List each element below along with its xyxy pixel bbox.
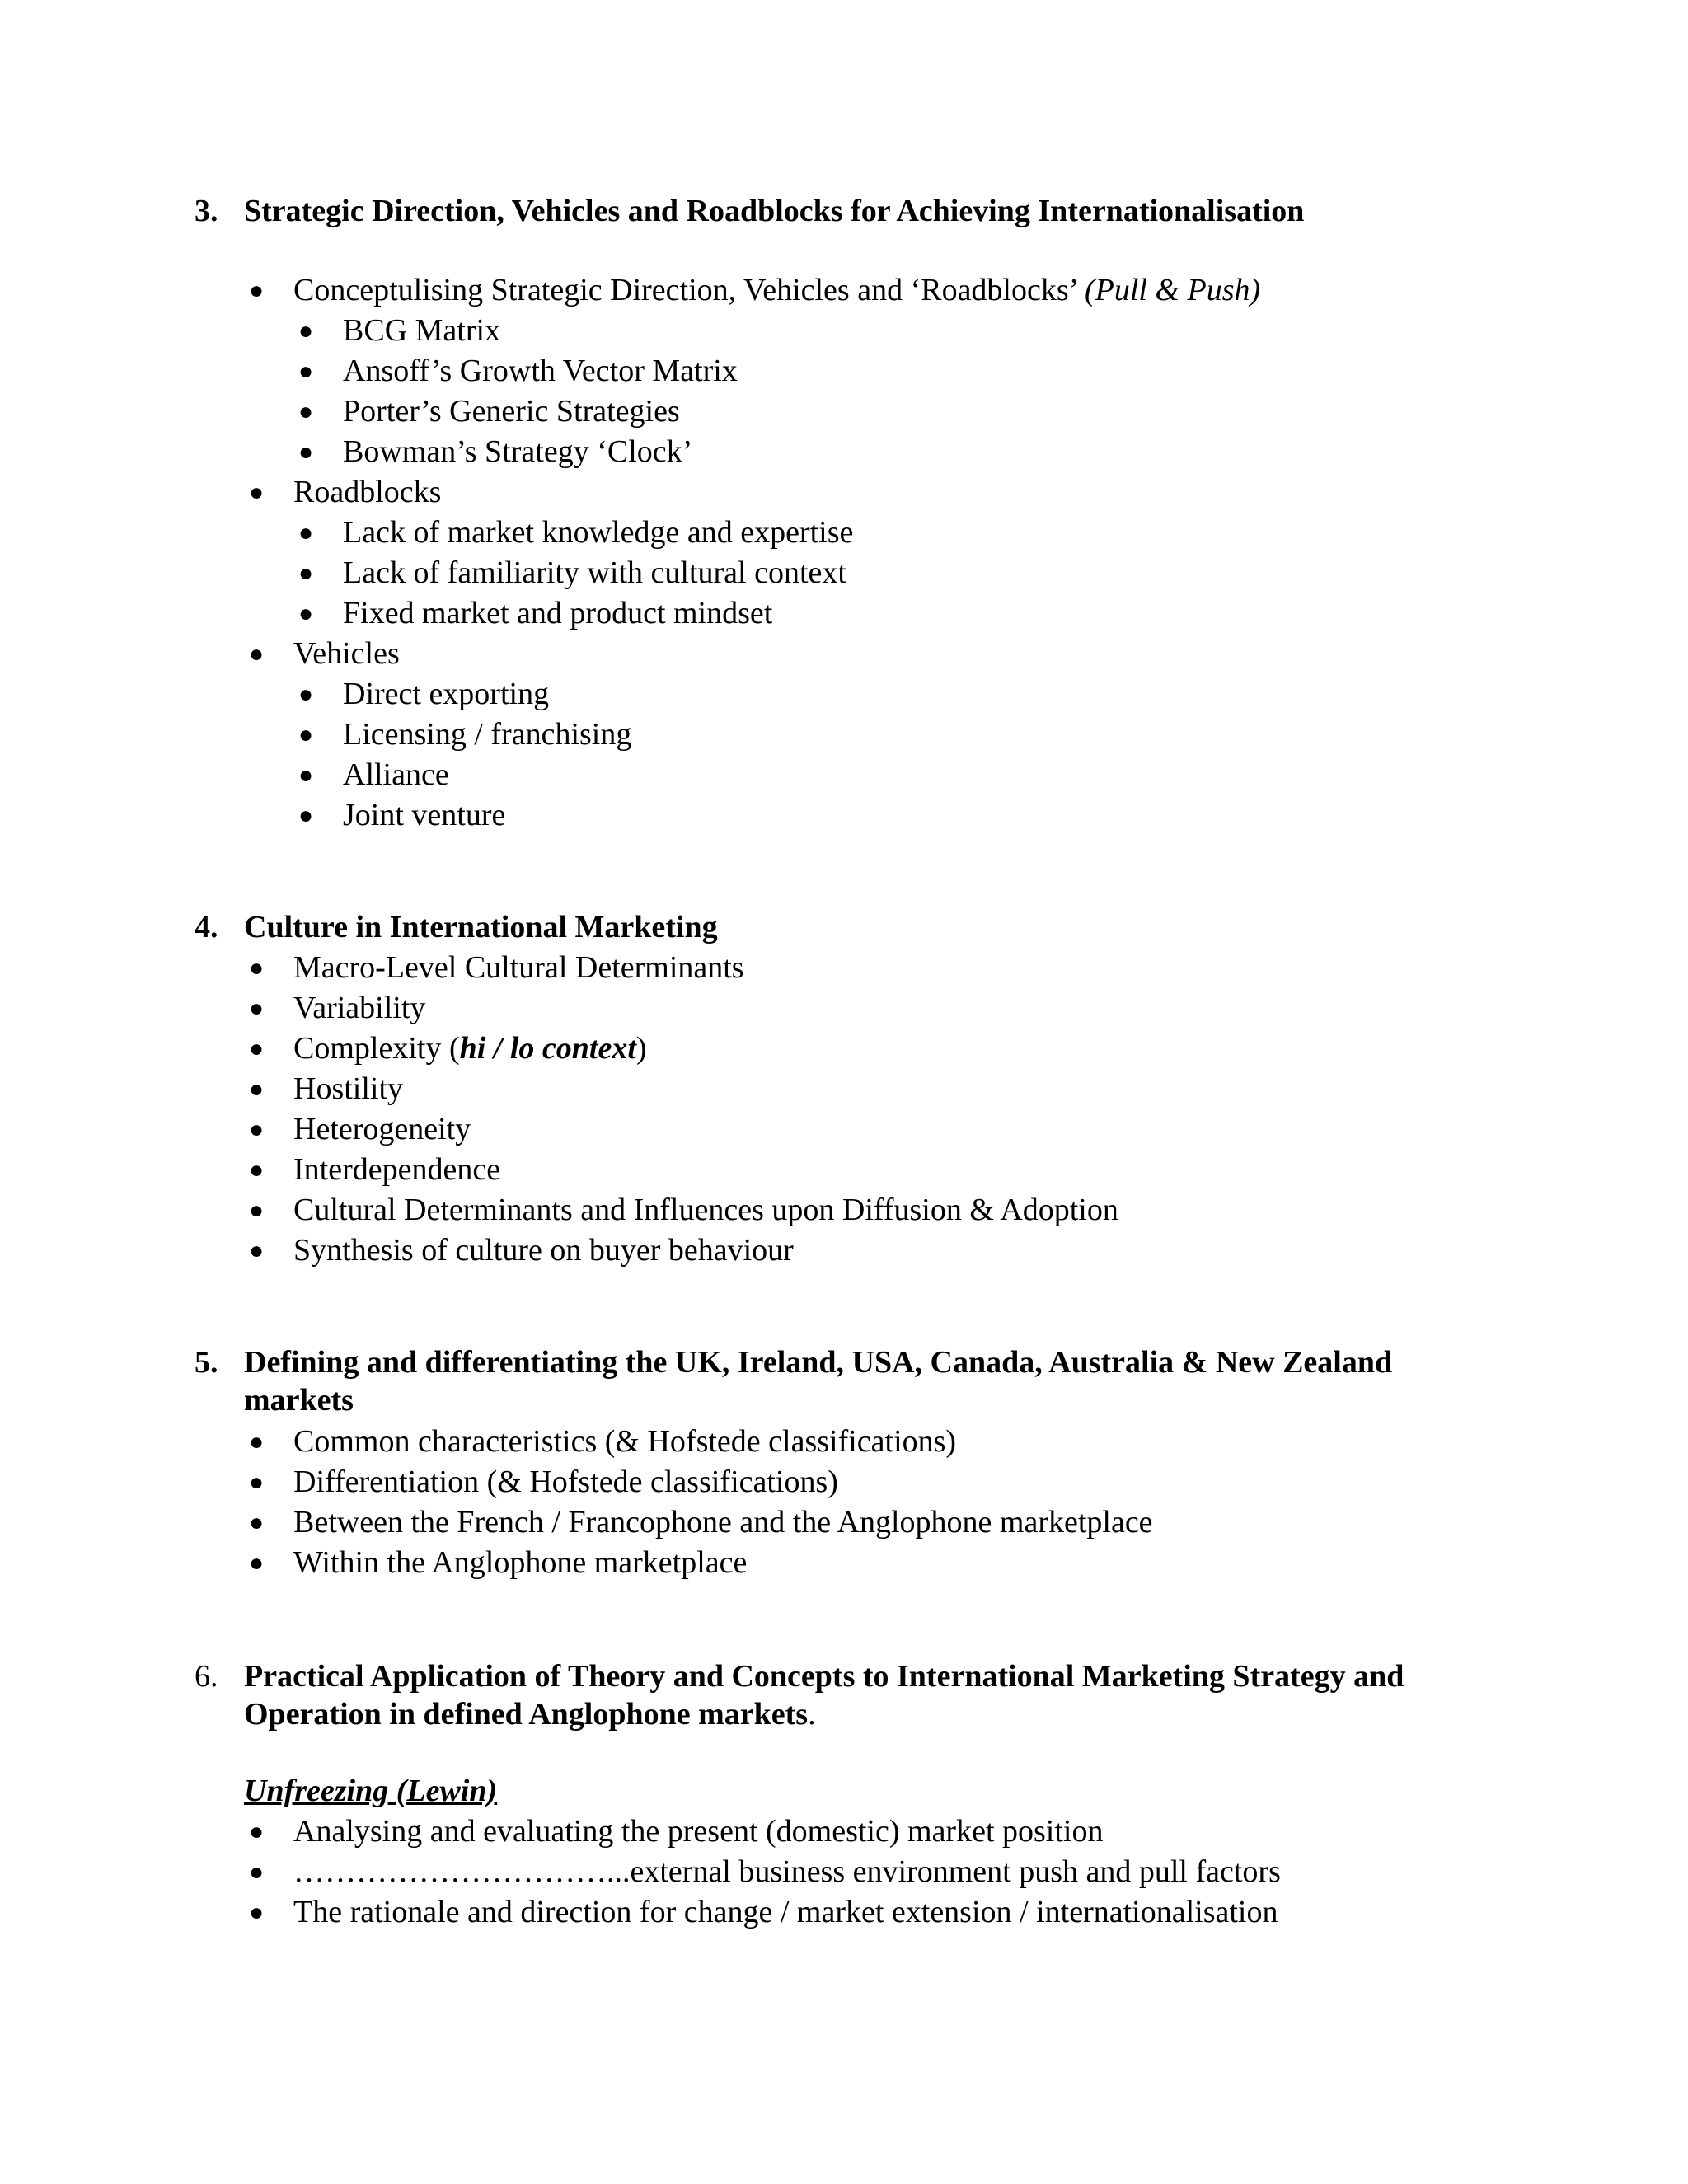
bullet-icon: ● bbox=[248, 1035, 265, 1062]
list-item-italic-suffix: (Pull & Push) bbox=[1084, 273, 1261, 307]
section-4-title: Culture in International Marketing bbox=[244, 910, 718, 944]
list-item bbox=[248, 1543, 748, 1583]
list-item bbox=[248, 1029, 647, 1069]
list-item bbox=[248, 1109, 471, 1150]
bullet-icon: ● bbox=[298, 519, 314, 546]
list-item bbox=[248, 1150, 501, 1190]
list-item-text: Interdependence bbox=[293, 1152, 501, 1187]
list-item bbox=[298, 513, 854, 553]
list-item-text: …………………………...external business environment push and pull factors bbox=[293, 1854, 1281, 1889]
list-item bbox=[248, 1230, 794, 1271]
list-item bbox=[248, 472, 442, 513]
list-item-text: Conceptulising Strategic Direction, Vehicles and ‘Roadblocks’ bbox=[293, 273, 1085, 307]
list-item-text: Complexity ( bbox=[293, 1031, 460, 1066]
list-item bbox=[248, 270, 1261, 311]
bullet-icon: ● bbox=[298, 762, 314, 789]
bullet-icon: ● bbox=[298, 802, 314, 829]
list-item bbox=[298, 351, 738, 391]
bullet-icon: ● bbox=[298, 358, 314, 385]
list-item-text: Ansoff’s Growth Vector Matrix bbox=[343, 354, 738, 388]
bullet-icon: ● bbox=[298, 560, 314, 587]
list-item-text: Direct exporting bbox=[343, 677, 550, 711]
bullet-icon: ● bbox=[298, 681, 314, 708]
section-4-number: 4. bbox=[195, 910, 218, 944]
bullet-icon: ● bbox=[248, 1509, 265, 1536]
list-item-text: Cultural Determinants and Influences upon Diffusion & Adoption bbox=[293, 1193, 1118, 1227]
list-item-text: Joint venture bbox=[343, 798, 506, 832]
bullet-icon: ● bbox=[298, 438, 314, 466]
list-item bbox=[248, 988, 426, 1029]
section-5-number: 5. bbox=[195, 1345, 218, 1380]
bullet-icon: ● bbox=[248, 1076, 265, 1103]
list-item-text: BCG Matrix bbox=[343, 313, 501, 348]
list-item bbox=[298, 715, 632, 755]
bullet-icon: ● bbox=[248, 1116, 265, 1143]
list-item bbox=[248, 948, 744, 988]
section-3-title: Strategic Direction, Vehicles and Roadblocks for Achieving Internationalisation bbox=[244, 194, 1305, 228]
section-3-number: 3. bbox=[195, 194, 218, 228]
bullet-icon: ● bbox=[248, 640, 265, 668]
bullet-icon: ● bbox=[248, 995, 265, 1022]
list-item bbox=[248, 634, 400, 674]
list-item-text: The rationale and direction for change / market extension / internationalisation bbox=[293, 1895, 1278, 1929]
list-item-text: Alliance bbox=[343, 757, 449, 792]
bullet-icon: ● bbox=[248, 1197, 265, 1224]
bullet-icon: ● bbox=[248, 1818, 265, 1845]
list-item bbox=[298, 311, 501, 351]
bullet-icon: ● bbox=[298, 721, 314, 748]
list-item-text: Lack of familiarity with cultural context bbox=[343, 555, 846, 590]
section-6-number: 6. bbox=[195, 1659, 218, 1694]
list-item bbox=[248, 1462, 838, 1502]
list-item bbox=[248, 1892, 1278, 1933]
list-item bbox=[298, 593, 773, 634]
list-item-text: Porter’s Generic Strategies bbox=[343, 394, 680, 429]
list-item bbox=[248, 1190, 1118, 1230]
bullet-icon: ● bbox=[248, 1899, 265, 1926]
list-item-text: Macro-Level Cultural Determinants bbox=[293, 950, 744, 985]
list-item-text: Hostility bbox=[293, 1071, 404, 1106]
list-item bbox=[248, 1811, 1104, 1852]
bullet-icon: ● bbox=[298, 398, 314, 425]
list-item bbox=[248, 1852, 1281, 1892]
bullet-icon: ● bbox=[248, 1237, 265, 1264]
bullet-icon: ● bbox=[248, 1858, 265, 1886]
list-item-text: Fixed market and product mindset bbox=[343, 596, 773, 630]
section-6-title-period: . bbox=[808, 1697, 816, 1732]
bullet-icon: ● bbox=[248, 277, 265, 304]
list-item bbox=[298, 553, 846, 593]
bullet-icon: ● bbox=[248, 479, 265, 506]
list-item-text: Vehicles bbox=[293, 636, 400, 671]
list-item-text: Bowman’s Strategy ‘Clock’ bbox=[343, 434, 693, 469]
list-item bbox=[298, 674, 550, 715]
list-item-text: Synthesis of culture on buyer behaviour bbox=[293, 1233, 794, 1268]
list-item-text: Analysing and evaluating the present (domestic) market position bbox=[293, 1814, 1104, 1849]
list-item-text-after: ) bbox=[635, 1031, 647, 1066]
list-item bbox=[298, 391, 680, 432]
list-item-text: Lack of market knowledge and expertise bbox=[343, 515, 854, 550]
bullet-icon: ● bbox=[298, 317, 314, 344]
bullet-icon: ● bbox=[248, 1156, 265, 1183]
list-item-text: Differentiation (& Hofstede classifications) bbox=[293, 1465, 838, 1499]
bullet-icon: ● bbox=[248, 1469, 265, 1496]
section-5-title-line1: Defining and differentiating the UK, Ireland, USA, Canada, Australia & New Zealand bbox=[244, 1345, 1393, 1380]
section-6-title-line1: Practical Application of Theory and Concepts to International Marketing Strategy and bbox=[244, 1659, 1404, 1694]
list-item-text: Heterogeneity bbox=[293, 1112, 471, 1146]
list-item-text: Between the French / Francophone and the Anglophone marketplace bbox=[293, 1505, 1153, 1540]
list-item-text: Within the Anglophone marketplace bbox=[293, 1545, 748, 1580]
list-item bbox=[248, 1502, 1153, 1543]
list-item bbox=[248, 1069, 404, 1109]
list-item-text: Licensing / franchising bbox=[343, 717, 632, 752]
section-5-title-line2: markets bbox=[244, 1383, 354, 1418]
section-6-subheading: Unfreezing (Lewin) bbox=[244, 1774, 498, 1808]
list-item-text: Variability bbox=[293, 991, 426, 1025]
bullet-icon: ● bbox=[248, 1428, 265, 1455]
bullet-icon: ● bbox=[298, 600, 314, 627]
list-item-text: Common characteristics (& Hofstede classifications) bbox=[293, 1424, 957, 1459]
list-item bbox=[248, 1422, 957, 1462]
list-item bbox=[298, 795, 506, 836]
list-item bbox=[298, 755, 449, 795]
list-item bbox=[298, 432, 693, 472]
section-6-title-line2: Operation in defined Anglophone markets bbox=[244, 1697, 809, 1732]
bullet-icon: ● bbox=[248, 954, 265, 982]
list-item-bold-italic: hi / lo context bbox=[459, 1031, 636, 1066]
bullet-icon: ● bbox=[248, 1549, 265, 1577]
list-item-text: Roadblocks bbox=[293, 475, 442, 509]
